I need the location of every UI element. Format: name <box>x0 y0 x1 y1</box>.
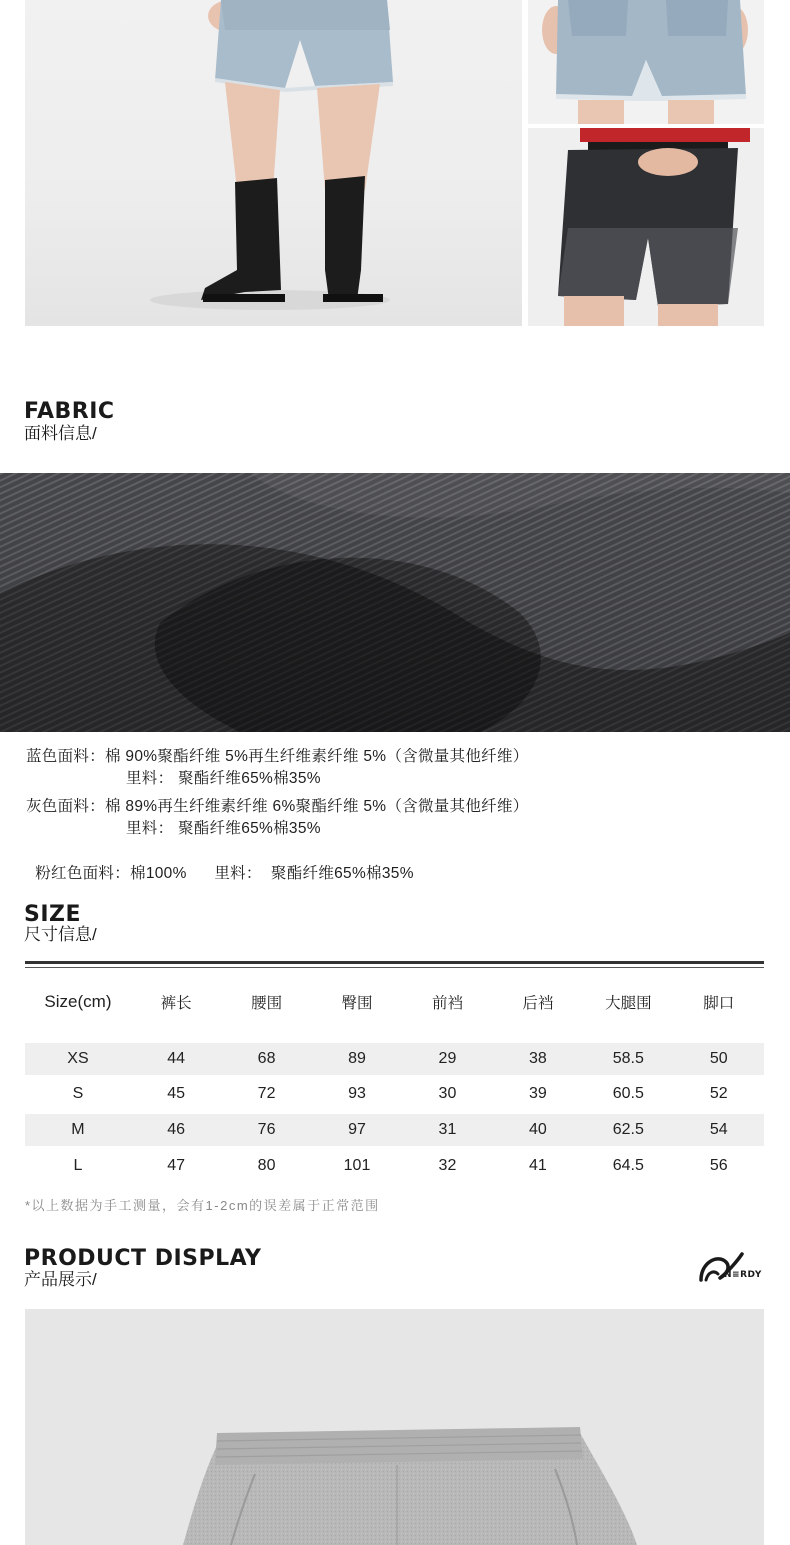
cell-leg-opening: 50 <box>709 1050 728 1067</box>
size-title-en: SIZE <box>24 902 82 927</box>
fabric-grey-lining: 里料： 聚酯纤维65%棉35% <box>126 820 321 837</box>
header-front-rise: 前裆 <box>431 995 463 1012</box>
cell-length: 44 <box>167 1050 186 1067</box>
header-back-rise: 后裆 <box>522 995 554 1012</box>
brand-logo <box>698 1250 764 1286</box>
fabric-grey-label: 灰色面料： <box>26 798 106 815</box>
fabric-pink-composition: 棉100% 里料： 聚酯纤维65%棉35% <box>130 864 414 882</box>
cell-leg-opening: 54 <box>709 1121 728 1138</box>
cell-back-rise: 39 <box>528 1085 547 1102</box>
cell-hip: 93 <box>348 1085 366 1102</box>
size-title-cn: 尺寸信息/ <box>24 925 97 944</box>
table-top-rule <box>25 961 764 964</box>
cell-size: L <box>73 1157 83 1174</box>
cell-size: S <box>72 1085 84 1102</box>
cell-back-rise: 38 <box>528 1050 547 1067</box>
cell-hip: 89 <box>348 1050 366 1067</box>
header-length: 裤长 <box>160 995 192 1012</box>
fabric-blue-composition: 棉 90%聚酯纤维 5%再生纤维素纤维 5%（含微量其他纤维） <box>105 748 529 765</box>
brand-logo-icon <box>698 1250 764 1286</box>
header-leg-opening: 脚口 <box>703 995 735 1012</box>
cell-leg-opening: 52 <box>709 1085 728 1102</box>
cell-length: 47 <box>167 1157 186 1174</box>
cell-waist: 68 <box>257 1050 276 1067</box>
header-waist: 腰围 <box>251 995 283 1012</box>
cell-length: 45 <box>167 1085 186 1102</box>
table-row <box>25 1114 764 1146</box>
cell-front-rise: 31 <box>438 1121 457 1138</box>
cell-waist: 72 <box>257 1085 276 1102</box>
brand-logo-text: N≡RDY <box>724 1270 762 1280</box>
cell-size: XS <box>67 1050 89 1067</box>
display-title-en: PRODUCT DISPLAY <box>24 1246 262 1271</box>
cell-length: 46 <box>167 1121 186 1138</box>
display-title-cn: 产品展示/ <box>24 1270 97 1289</box>
size-table-header <box>25 986 764 1018</box>
model-photo-back <box>528 0 764 124</box>
fabric-blue-lining: 里料： 聚酯纤维65%棉35% <box>126 770 321 787</box>
cell-leg-opening: 56 <box>709 1157 728 1174</box>
cell-waist: 76 <box>257 1121 276 1138</box>
fabric-closeup-image <box>0 473 790 732</box>
fabric-blue-line <box>26 749 529 765</box>
fabric-grey-line <box>26 799 529 815</box>
cell-back-rise: 41 <box>528 1157 547 1174</box>
cell-hip: 97 <box>348 1121 366 1138</box>
table-row <box>25 1150 764 1182</box>
cell-size: M <box>71 1121 85 1138</box>
cell-thigh: 60.5 <box>612 1085 644 1102</box>
cell-thigh: 64.5 <box>612 1157 644 1174</box>
cell-front-rise: 32 <box>438 1157 457 1174</box>
fabric-title-cn: 面料信息/ <box>24 424 97 443</box>
size-note: *以上数据为手工测量，会有1-2cm的误差属于正常范围 <box>25 1198 380 1213</box>
cell-hip: 101 <box>343 1157 371 1174</box>
cell-waist: 80 <box>257 1157 276 1174</box>
model-photo-main <box>25 0 522 326</box>
table-row <box>25 1078 764 1110</box>
cell-back-rise: 40 <box>528 1121 547 1138</box>
fabric-grey-composition: 棉 89%再生纤维素纤维 6%聚酯纤维 5%（含微量其他纤维） <box>105 798 529 815</box>
table-top-rule-thin <box>25 967 764 968</box>
header-thigh: 大腿围 <box>605 995 652 1012</box>
cell-front-rise: 29 <box>438 1050 457 1067</box>
cell-thigh: 58.5 <box>612 1050 644 1067</box>
header-size: Size(cm) <box>44 992 112 1011</box>
fabric-title-en: FABRIC <box>24 399 115 424</box>
header-hip: 臀围 <box>341 995 373 1012</box>
table-row <box>25 1043 764 1075</box>
cell-front-rise: 30 <box>438 1085 457 1102</box>
model-photo-dark-shorts <box>528 128 764 326</box>
fabric-pink-line <box>26 850 414 881</box>
fabric-blue-label: 蓝色面料： <box>26 748 106 765</box>
cell-thigh: 62.5 <box>612 1121 644 1138</box>
fabric-pink-label: 粉红色面料： <box>35 864 131 882</box>
product-display-image <box>25 1309 764 1545</box>
